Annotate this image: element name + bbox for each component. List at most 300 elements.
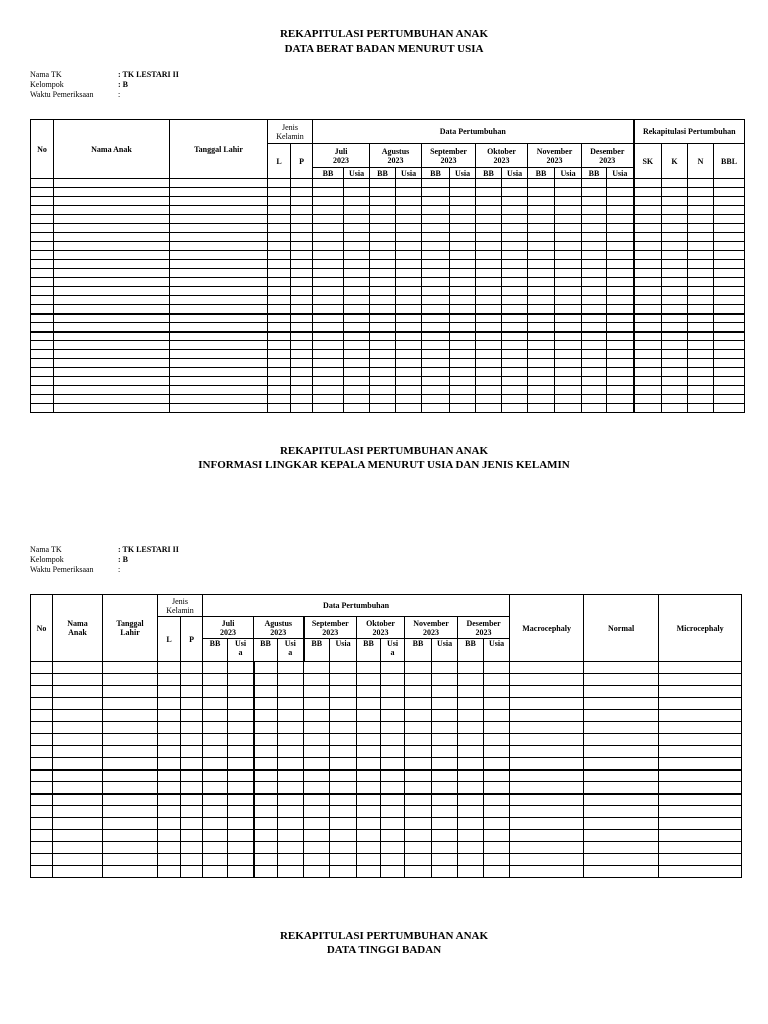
table-cell[interactable] (158, 842, 181, 854)
table-cell[interactable] (370, 314, 396, 323)
table-cell[interactable] (357, 818, 381, 830)
table-cell[interactable] (170, 350, 268, 359)
table-cell[interactable] (203, 794, 228, 806)
table-cell[interactable] (555, 305, 582, 314)
table-cell[interactable] (170, 323, 268, 332)
table-cell[interactable] (31, 314, 54, 323)
table-cell[interactable] (714, 287, 745, 296)
table-cell[interactable] (450, 377, 476, 386)
table-cell[interactable] (54, 224, 170, 233)
table-cell[interactable] (502, 188, 528, 197)
table-cell[interactable] (528, 188, 555, 197)
table-cell[interactable] (304, 854, 330, 866)
table-cell[interactable] (31, 710, 53, 722)
table-cell[interactable] (528, 197, 555, 206)
table-cell[interactable] (405, 674, 432, 686)
table-cell[interactable] (304, 674, 330, 686)
table-cell[interactable] (484, 842, 510, 854)
table-cell[interactable] (634, 269, 662, 278)
table-cell[interactable] (228, 782, 254, 794)
table-cell[interactable] (31, 770, 53, 782)
table-cell[interactable] (254, 854, 278, 866)
table-cell[interactable] (502, 278, 528, 287)
table-cell[interactable] (555, 224, 582, 233)
table-cell[interactable] (344, 206, 370, 215)
table-cell[interactable] (291, 314, 313, 323)
table-cell[interactable] (432, 686, 458, 698)
table-cell[interactable] (458, 770, 484, 782)
table-cell[interactable] (584, 698, 659, 710)
table-cell[interactable] (528, 314, 555, 323)
table-cell[interactable] (714, 206, 745, 215)
table-cell[interactable] (584, 746, 659, 758)
table-cell[interactable] (476, 404, 502, 413)
table-cell[interactable] (278, 698, 304, 710)
table-cell[interactable] (313, 242, 344, 251)
table-cell[interactable] (304, 842, 330, 854)
table-cell[interactable] (381, 806, 405, 818)
table-cell[interactable] (607, 179, 634, 188)
table-cell[interactable] (484, 758, 510, 770)
table-cell[interactable] (662, 350, 688, 359)
table-cell[interactable] (510, 794, 584, 806)
table-cell[interactable] (31, 359, 54, 368)
table-cell[interactable] (659, 710, 742, 722)
table-cell[interactable] (357, 758, 381, 770)
table-cell[interactable] (476, 377, 502, 386)
table-cell[interactable] (484, 674, 510, 686)
table-cell[interactable] (450, 269, 476, 278)
table-cell[interactable] (31, 233, 54, 242)
table-cell[interactable] (313, 332, 344, 341)
table-cell[interactable] (528, 386, 555, 395)
table-cell[interactable] (330, 746, 357, 758)
table-cell[interactable] (688, 242, 714, 251)
table-cell[interactable] (584, 854, 659, 866)
table-cell[interactable] (313, 269, 344, 278)
table-cell[interactable] (344, 404, 370, 413)
table-cell[interactable] (344, 386, 370, 395)
table-cell[interactable] (313, 359, 344, 368)
table-cell[interactable] (582, 314, 607, 323)
table-cell[interactable] (53, 794, 103, 806)
table-cell[interactable] (528, 332, 555, 341)
table-cell[interactable] (422, 305, 450, 314)
table-cell[interactable] (528, 296, 555, 305)
table-cell[interactable] (662, 278, 688, 287)
table-cell[interactable] (484, 686, 510, 698)
table-cell[interactable] (555, 350, 582, 359)
table-cell[interactable] (31, 278, 54, 287)
table-cell[interactable] (688, 395, 714, 404)
table-cell[interactable] (254, 674, 278, 686)
table-cell[interactable] (268, 260, 291, 269)
table-cell[interactable] (458, 734, 484, 746)
table-cell[interactable] (584, 806, 659, 818)
table-cell[interactable] (31, 794, 53, 806)
table-cell[interactable] (422, 206, 450, 215)
table-cell[interactable] (688, 251, 714, 260)
table-cell[interactable] (330, 854, 357, 866)
table-cell[interactable] (344, 368, 370, 377)
table-cell[interactable] (344, 215, 370, 224)
table-cell[interactable] (103, 830, 158, 842)
table-cell[interactable] (268, 197, 291, 206)
table-cell[interactable] (381, 722, 405, 734)
table-cell[interactable] (268, 314, 291, 323)
table-cell[interactable] (53, 698, 103, 710)
table-cell[interactable] (582, 323, 607, 332)
table-cell[interactable] (291, 251, 313, 260)
table-cell[interactable] (634, 314, 662, 323)
table-cell[interactable] (582, 359, 607, 368)
table-cell[interactable] (313, 224, 344, 233)
table-cell[interactable] (181, 722, 203, 734)
table-cell[interactable] (476, 395, 502, 404)
table-cell[interactable] (228, 710, 254, 722)
table-cell[interactable] (476, 188, 502, 197)
table-cell[interactable] (584, 794, 659, 806)
table-cell[interactable] (555, 377, 582, 386)
table-cell[interactable] (278, 818, 304, 830)
table-cell[interactable] (313, 233, 344, 242)
table-cell[interactable] (484, 866, 510, 878)
table-cell[interactable] (31, 404, 54, 413)
table-cell[interactable] (313, 395, 344, 404)
table-cell[interactable] (450, 359, 476, 368)
table-cell[interactable] (634, 332, 662, 341)
table-cell[interactable] (528, 206, 555, 215)
table-cell[interactable] (381, 698, 405, 710)
table-cell[interactable] (662, 188, 688, 197)
table-cell[interactable] (31, 818, 53, 830)
table-cell[interactable] (659, 734, 742, 746)
table-cell[interactable] (582, 395, 607, 404)
table-cell[interactable] (370, 188, 396, 197)
table-cell[interactable] (357, 698, 381, 710)
table-cell[interactable] (170, 188, 268, 197)
table-cell[interactable] (582, 377, 607, 386)
table-cell[interactable] (584, 866, 659, 878)
table-cell[interactable] (688, 386, 714, 395)
table-cell[interactable] (344, 341, 370, 350)
table-cell[interactable] (278, 734, 304, 746)
table-cell[interactable] (659, 758, 742, 770)
table-cell[interactable] (714, 251, 745, 260)
table-cell[interactable] (555, 287, 582, 296)
table-cell[interactable] (584, 818, 659, 830)
table-cell[interactable] (450, 251, 476, 260)
table-cell[interactable] (330, 758, 357, 770)
table-cell[interactable] (476, 350, 502, 359)
table-cell[interactable] (502, 332, 528, 341)
table-cell[interactable] (31, 854, 53, 866)
table-cell[interactable] (662, 206, 688, 215)
table-cell[interactable] (714, 233, 745, 242)
table-cell[interactable] (268, 242, 291, 251)
table-cell[interactable] (502, 323, 528, 332)
table-cell[interactable] (181, 734, 203, 746)
table-cell[interactable] (31, 698, 53, 710)
table-cell[interactable] (203, 782, 228, 794)
table-cell[interactable] (158, 830, 181, 842)
table-cell[interactable] (54, 206, 170, 215)
table-cell[interactable] (268, 206, 291, 215)
table-cell[interactable] (330, 770, 357, 782)
table-cell[interactable] (662, 242, 688, 251)
table-cell[interactable] (432, 854, 458, 866)
table-cell[interactable] (304, 818, 330, 830)
table-cell[interactable] (330, 806, 357, 818)
table-cell[interactable] (688, 323, 714, 332)
table-cell[interactable] (304, 770, 330, 782)
table-cell[interactable] (53, 830, 103, 842)
table-cell[interactable] (291, 341, 313, 350)
table-cell[interactable] (103, 674, 158, 686)
table-cell[interactable] (291, 386, 313, 395)
table-cell[interactable] (396, 260, 422, 269)
table-cell[interactable] (450, 287, 476, 296)
table-cell[interactable] (714, 404, 745, 413)
table-cell[interactable] (396, 269, 422, 278)
table-cell[interactable] (510, 818, 584, 830)
table-cell[interactable] (370, 404, 396, 413)
table-cell[interactable] (528, 179, 555, 188)
table-cell[interactable] (381, 854, 405, 866)
table-cell[interactable] (584, 662, 659, 674)
table-cell[interactable] (714, 296, 745, 305)
table-cell[interactable] (228, 686, 254, 698)
table-cell[interactable] (228, 854, 254, 866)
table-cell[interactable] (54, 251, 170, 260)
table-cell[interactable] (634, 233, 662, 242)
table-cell[interactable] (54, 287, 170, 296)
table-cell[interactable] (582, 269, 607, 278)
table-cell[interactable] (405, 854, 432, 866)
table-cell[interactable] (228, 662, 254, 674)
table-cell[interactable] (659, 722, 742, 734)
table-cell[interactable] (688, 278, 714, 287)
table-cell[interactable] (170, 215, 268, 224)
table-cell[interactable] (357, 806, 381, 818)
table-cell[interactable] (555, 368, 582, 377)
table-cell[interactable] (170, 377, 268, 386)
table-cell[interactable] (510, 662, 584, 674)
table-cell[interactable] (158, 866, 181, 878)
table-cell[interactable] (53, 722, 103, 734)
table-cell[interactable] (53, 746, 103, 758)
table-cell[interactable] (278, 710, 304, 722)
table-cell[interactable] (502, 224, 528, 233)
table-cell[interactable] (450, 278, 476, 287)
table-cell[interactable] (714, 359, 745, 368)
table-cell[interactable] (344, 323, 370, 332)
table-cell[interactable] (458, 794, 484, 806)
table-cell[interactable] (268, 386, 291, 395)
table-cell[interactable] (607, 296, 634, 305)
table-cell[interactable] (31, 806, 53, 818)
table-cell[interactable] (381, 782, 405, 794)
table-cell[interactable] (381, 866, 405, 878)
table-cell[interactable] (357, 662, 381, 674)
table-cell[interactable] (291, 332, 313, 341)
table-cell[interactable] (158, 854, 181, 866)
table-cell[interactable] (714, 368, 745, 377)
table-cell[interactable] (714, 305, 745, 314)
table-cell[interactable] (31, 377, 54, 386)
table-cell[interactable] (103, 710, 158, 722)
table-cell[interactable] (278, 794, 304, 806)
table-cell[interactable] (31, 323, 54, 332)
table-cell[interactable] (555, 359, 582, 368)
table-cell[interactable] (432, 698, 458, 710)
table-cell[interactable] (357, 734, 381, 746)
table-cell[interactable] (313, 179, 344, 188)
table-cell[interactable] (181, 794, 203, 806)
table-cell[interactable] (555, 323, 582, 332)
table-cell[interactable] (54, 386, 170, 395)
table-cell[interactable] (555, 197, 582, 206)
table-cell[interactable] (170, 260, 268, 269)
table-cell[interactable] (103, 770, 158, 782)
table-cell[interactable] (714, 188, 745, 197)
table-cell[interactable] (254, 842, 278, 854)
table-cell[interactable] (31, 296, 54, 305)
table-cell[interactable] (170, 233, 268, 242)
table-cell[interactable] (582, 287, 607, 296)
table-cell[interactable] (228, 866, 254, 878)
table-cell[interactable] (502, 368, 528, 377)
table-cell[interactable] (528, 260, 555, 269)
table-cell[interactable] (582, 197, 607, 206)
table-cell[interactable] (228, 806, 254, 818)
table-cell[interactable] (502, 260, 528, 269)
table-cell[interactable] (502, 269, 528, 278)
table-cell[interactable] (458, 782, 484, 794)
table-cell[interactable] (634, 251, 662, 260)
table-cell[interactable] (714, 179, 745, 188)
table-cell[interactable] (170, 179, 268, 188)
table-cell[interactable] (432, 674, 458, 686)
table-cell[interactable] (370, 215, 396, 224)
table-cell[interactable] (396, 197, 422, 206)
table-cell[interactable] (458, 686, 484, 698)
table-cell[interactable] (714, 260, 745, 269)
table-cell[interactable] (422, 368, 450, 377)
table-cell[interactable] (357, 674, 381, 686)
table-cell[interactable] (344, 197, 370, 206)
table-cell[interactable] (203, 758, 228, 770)
table-cell[interactable] (476, 323, 502, 332)
table-cell[interactable] (304, 806, 330, 818)
table-cell[interactable] (344, 296, 370, 305)
table-cell[interactable] (476, 215, 502, 224)
table-cell[interactable] (484, 710, 510, 722)
table-cell[interactable] (510, 770, 584, 782)
table-cell[interactable] (330, 794, 357, 806)
table-cell[interactable] (313, 377, 344, 386)
table-cell[interactable] (607, 287, 634, 296)
table-cell[interactable] (476, 233, 502, 242)
table-cell[interactable] (476, 287, 502, 296)
table-cell[interactable] (357, 746, 381, 758)
table-cell[interactable] (714, 350, 745, 359)
table-cell[interactable] (158, 710, 181, 722)
table-cell[interactable] (422, 323, 450, 332)
table-cell[interactable] (304, 722, 330, 734)
table-cell[interactable] (528, 224, 555, 233)
table-cell[interactable] (103, 854, 158, 866)
table-cell[interactable] (396, 350, 422, 359)
table-cell[interactable] (357, 854, 381, 866)
table-cell[interactable] (370, 305, 396, 314)
table-cell[interactable] (330, 830, 357, 842)
table-cell[interactable] (181, 842, 203, 854)
table-cell[interactable] (582, 296, 607, 305)
table-cell[interactable] (313, 188, 344, 197)
table-cell[interactable] (181, 770, 203, 782)
table-cell[interactable] (405, 662, 432, 674)
table-cell[interactable] (659, 830, 742, 842)
table-cell[interactable] (103, 758, 158, 770)
table-cell[interactable] (103, 746, 158, 758)
table-cell[interactable] (31, 260, 54, 269)
table-cell[interactable] (31, 662, 53, 674)
table-cell[interactable] (304, 662, 330, 674)
table-cell[interactable] (370, 341, 396, 350)
table-cell[interactable] (344, 242, 370, 251)
table-cell[interactable] (396, 251, 422, 260)
table-cell[interactable] (582, 206, 607, 215)
table-cell[interactable] (584, 830, 659, 842)
table-cell[interactable] (381, 674, 405, 686)
table-cell[interactable] (688, 314, 714, 323)
table-cell[interactable] (381, 710, 405, 722)
table-cell[interactable] (476, 206, 502, 215)
table-cell[interactable] (268, 179, 291, 188)
table-cell[interactable] (476, 386, 502, 395)
table-cell[interactable] (555, 269, 582, 278)
table-cell[interactable] (405, 710, 432, 722)
table-cell[interactable] (607, 260, 634, 269)
table-cell[interactable] (582, 332, 607, 341)
table-cell[interactable] (370, 386, 396, 395)
table-cell[interactable] (528, 341, 555, 350)
table-cell[interactable] (228, 746, 254, 758)
table-cell[interactable] (555, 251, 582, 260)
table-cell[interactable] (381, 770, 405, 782)
table-cell[interactable] (584, 710, 659, 722)
table-cell[interactable] (450, 350, 476, 359)
table-cell[interactable] (158, 758, 181, 770)
table-cell[interactable] (634, 287, 662, 296)
table-cell[interactable] (31, 386, 54, 395)
table-cell[interactable] (344, 260, 370, 269)
table-cell[interactable] (405, 746, 432, 758)
table-cell[interactable] (607, 242, 634, 251)
table-cell[interactable] (396, 215, 422, 224)
table-cell[interactable] (510, 842, 584, 854)
table-cell[interactable] (181, 674, 203, 686)
table-cell[interactable] (203, 866, 228, 878)
table-cell[interactable] (422, 188, 450, 197)
table-cell[interactable] (528, 233, 555, 242)
table-cell[interactable] (53, 674, 103, 686)
table-cell[interactable] (396, 323, 422, 332)
table-cell[interactable] (181, 782, 203, 794)
table-cell[interactable] (582, 179, 607, 188)
table-cell[interactable] (344, 287, 370, 296)
